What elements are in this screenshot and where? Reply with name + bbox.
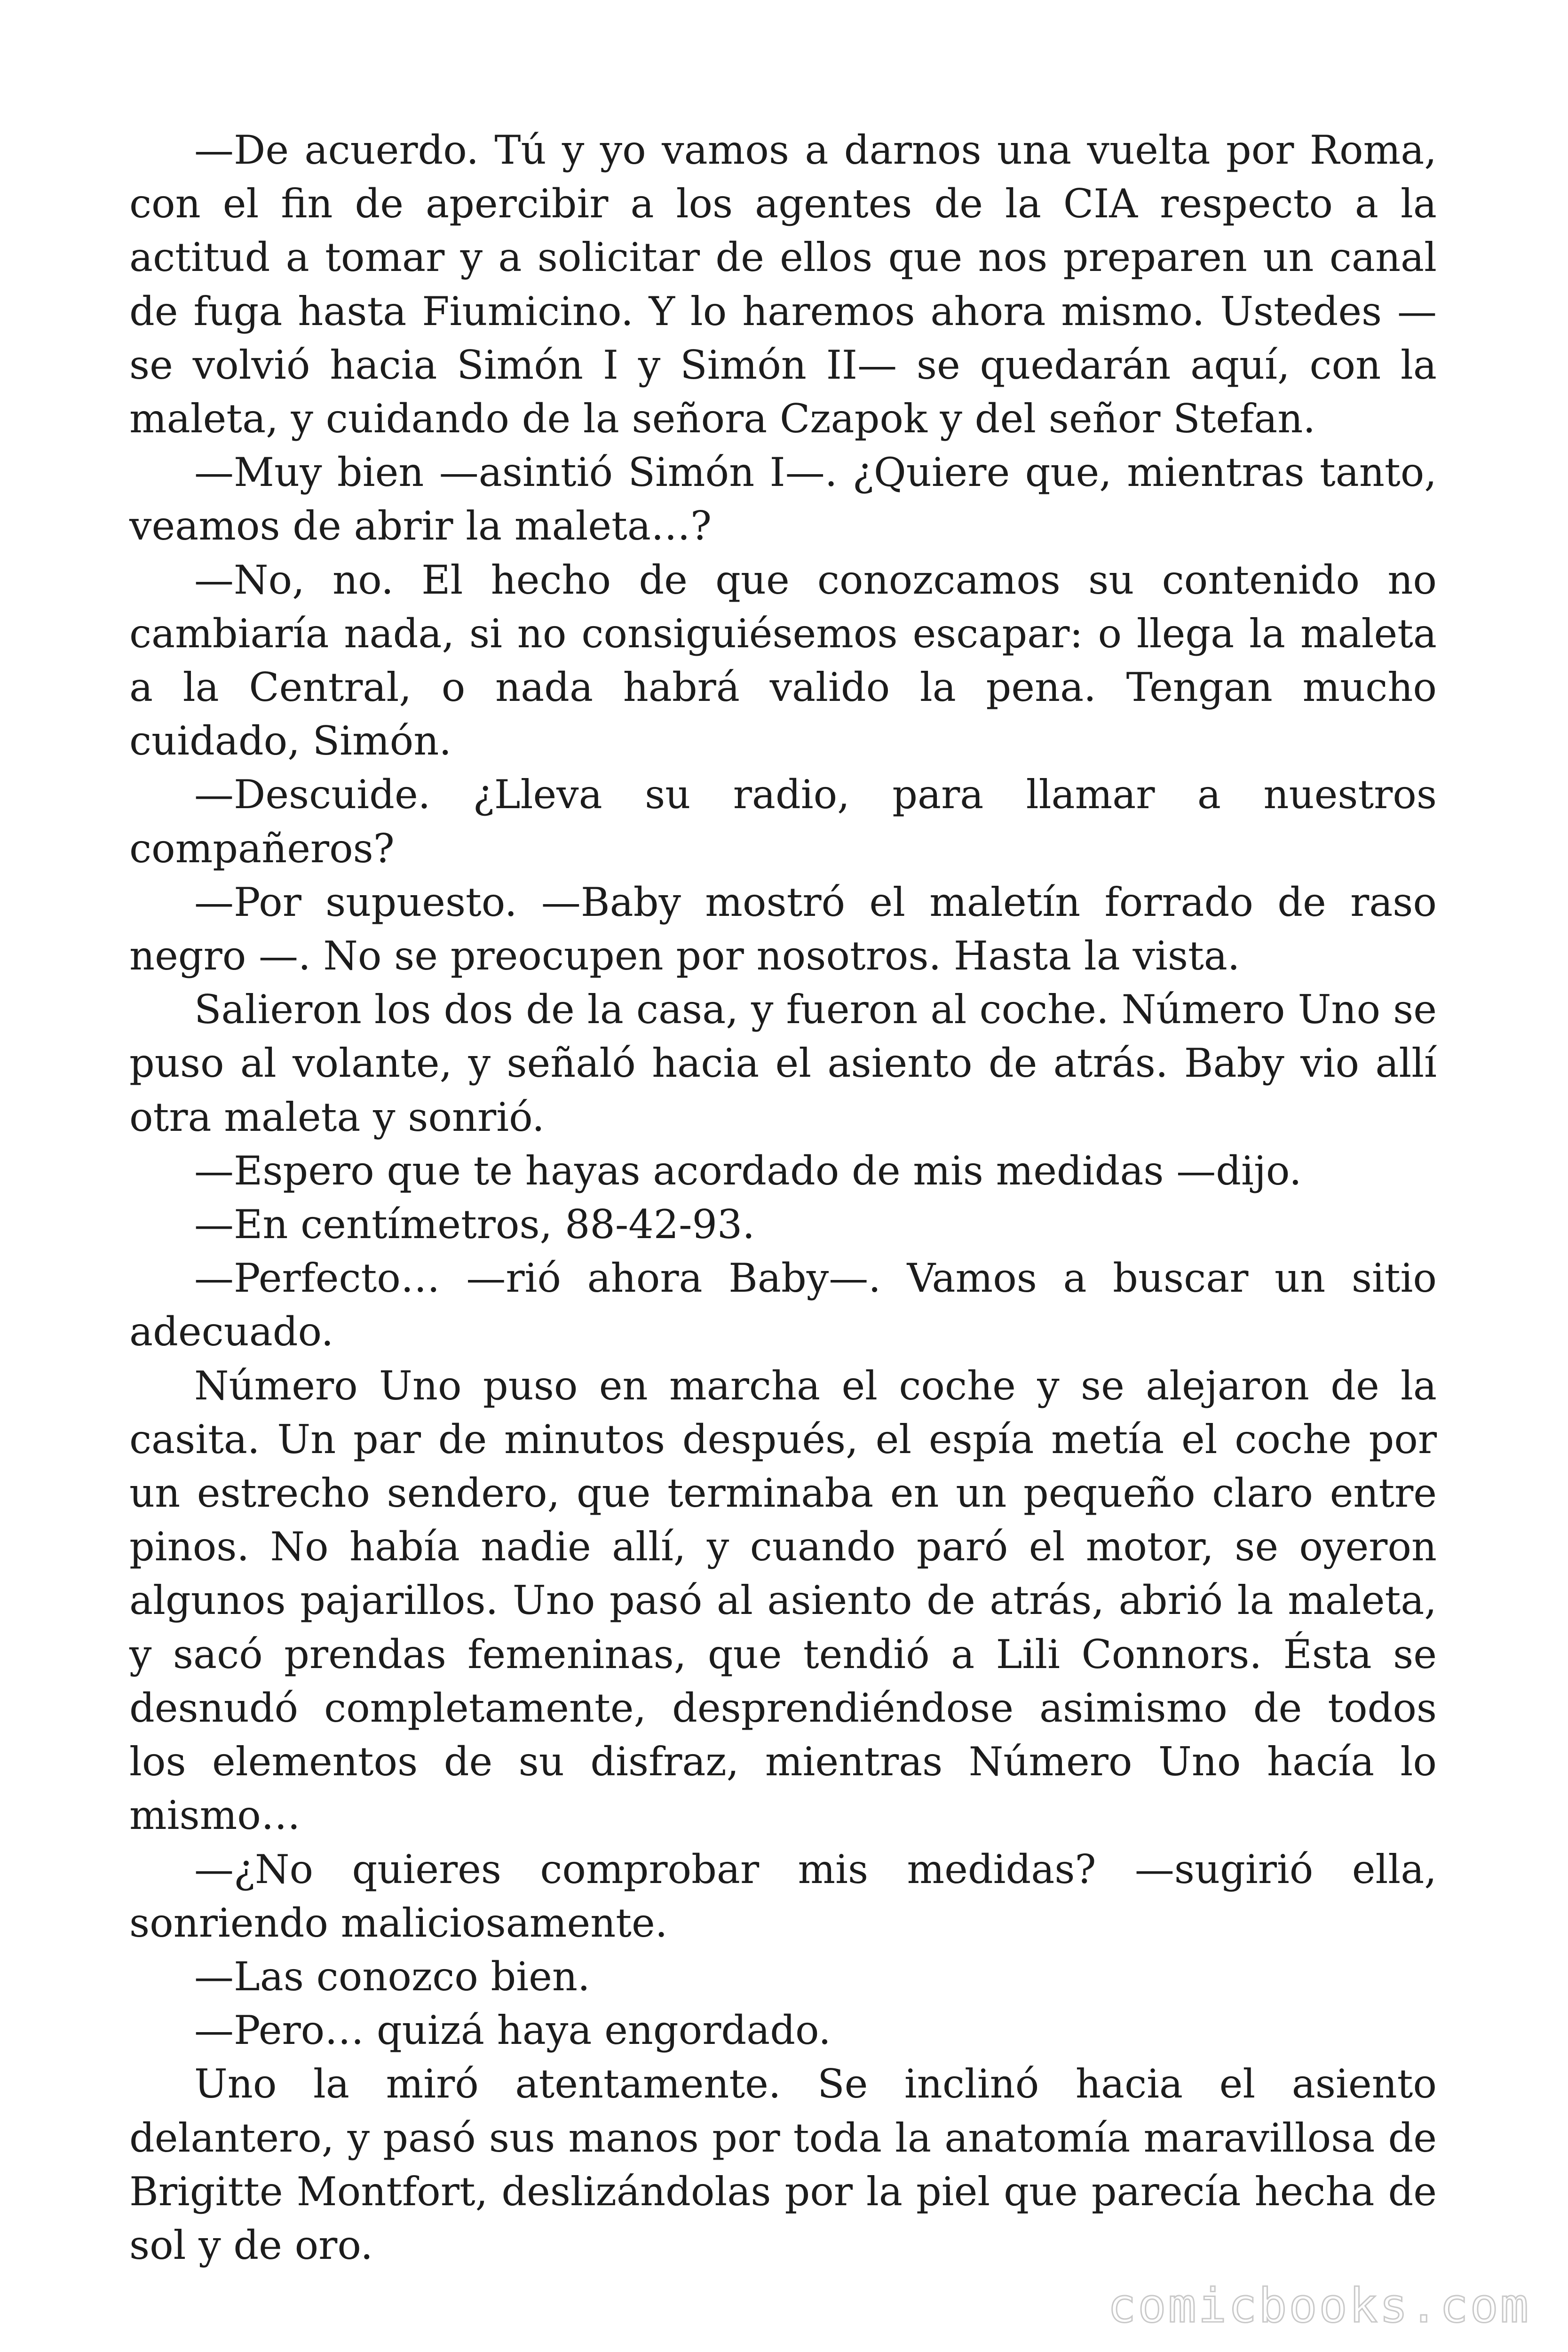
paragraph: —Espero que te hayas acordado de mis medidas —dijo. <box>194 1147 1302 1194</box>
paragraph: —En centímetros, 88-42-93. <box>194 1201 755 1248</box>
paragraph: —De acuerdo. Tú y yo vamos a darnos una vuelta por Roma, con el fin de apercibir a los agentes de la CIA respecto a la actitud a tomar y a solicitar de ellos que nos preparen un canal de fuga hasta Fiumicino. Y lo haremos ahora mismo. Ustedes —se volvió hacia Simón I y Simón II— se quedarán aquí, con la maleta, y cuidando de la señora Czapok y del señor Stefan. <box>129 127 1437 442</box>
paragraph: Salieron los dos de la casa, y fueron al coche. Número Uno se puso al volante, y señaló hacia el asiento de atrás. Baby vio allí otra maleta y sonrió. <box>129 986 1437 1140</box>
paragraph: —Muy bien —asintió Simón I—. ¿Quiere que, mientras tanto, veamos de abrir la maleta…? <box>129 449 1437 549</box>
paragraph: —Pero… quizá haya engordado. <box>194 2007 831 2054</box>
paragraph: —Por supuesto. —Baby mostró el maletín forrado de raso negro —. No se preocupen por nosotros. Hasta la vista. <box>129 879 1437 979</box>
paragraph: —Perfecto… —rió ahora Baby—. Vamos a buscar un sitio adecuado. <box>129 1255 1437 1355</box>
watermark: comicbooks.com <box>1108 2278 1530 2333</box>
paragraph: —Descuide. ¿Lleva su radio, para llamar a nuestros compañeros? <box>129 771 1437 872</box>
paragraph: —No, no. El hecho de que conozcamos su contenido no cambiaría nada, si no consiguiésemos escapar: o llega la maleta a la Central, o nada habrá valido la pena. Tengan mucho cuidado, Simón. <box>129 556 1437 764</box>
paragraph: Uno la miró atentamente. Se inclinó hacia el asiento delantero, y pasó sus manos por toda la anatomía maravillosa de Brigitte Montfort, deslizándolas por la piel que parecía hecha de sol y de oro. <box>129 2061 1437 2268</box>
page-body-text <box>129 123 1437 2272</box>
paragraph: Número Uno puso en marcha el coche y se alejaron de la casita. Un par de minutos después, el espía metía el coche por un estrecho sendero, que terminaba en un pequeño claro entre pinos. No había nadie allí, y cuando paró el motor, se oyeron algunos pajarillos. Uno pasó al asiento de atrás, abrió la maleta, y sacó prendas femeninas, que tendió a Lili Connors. Ésta se desnudó completamente, desprendiéndose asimismo de todos los elementos de su disfraz, mientras Número Uno hacía lo mismo… <box>129 1362 1437 1839</box>
paragraph: —Las conozco bien. <box>194 1953 590 2000</box>
paragraph: —¿No quieres comprobar mis medidas? —sugirió ella, sonriendo maliciosamente. <box>129 1846 1437 1946</box>
